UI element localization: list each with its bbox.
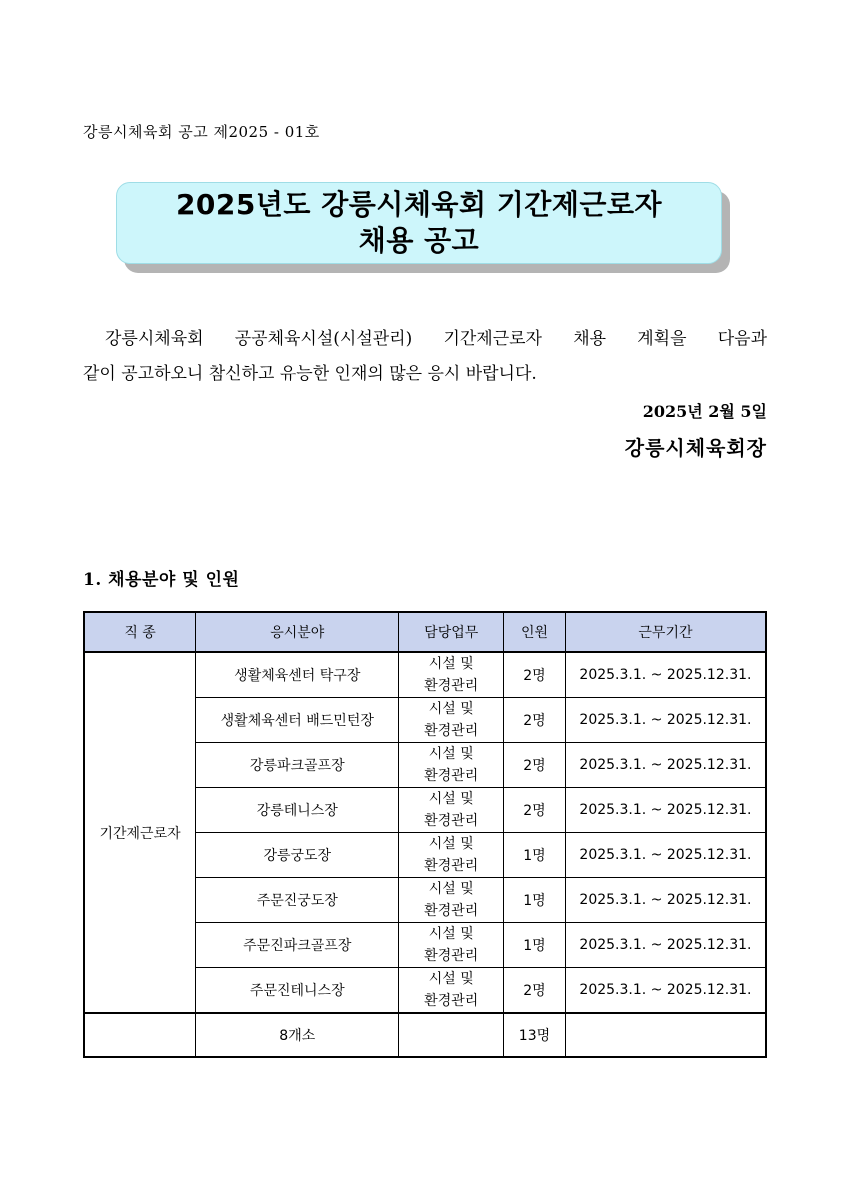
period-cell: 2025.3.1. ~ 2025.12.31. — [565, 698, 766, 743]
issuer-name: 강릉시체육회장 — [624, 436, 767, 460]
count-cell: 2명 — [504, 968, 566, 1014]
duty-cell — [399, 788, 504, 833]
field-cell: 생활체육센터 탁구장 — [196, 652, 399, 698]
table-row — [84, 652, 766, 698]
notice-date: 2025년 2월 5일 — [642, 402, 767, 421]
count-cell: 1명 — [504, 923, 566, 968]
total-period-cell — [565, 1013, 766, 1057]
count-cell: 1명 — [504, 878, 566, 923]
header-job-type: 직 종 — [84, 612, 196, 652]
field-cell: 주문진파크골프장 — [196, 923, 399, 968]
notice-number: 강릉시체육회 공고 제2025 - 01호 — [83, 123, 320, 141]
duty-cell — [399, 743, 504, 788]
total-field-cell: 8개소 — [196, 1013, 399, 1057]
duty-line-1: 시설 및 — [428, 746, 474, 762]
duty-line-2: 환경관리 — [424, 678, 479, 694]
field-cell: 강릉테니스장 — [196, 788, 399, 833]
period-cell: 2025.3.1. ~ 2025.12.31. — [565, 968, 766, 1014]
duty-line-1: 시설 및 — [428, 656, 474, 672]
title-box — [116, 182, 722, 264]
duty-line-1: 시설 및 — [428, 881, 474, 897]
title-line-1: 2025년도 강릉시체육회 기간제근로자 — [175, 188, 663, 221]
duty-cell — [399, 833, 504, 878]
period-cell: 2025.3.1. ~ 2025.12.31. — [565, 743, 766, 788]
period-cell: 2025.3.1. ~ 2025.12.31. — [565, 652, 766, 698]
field-cell: 주문진궁도장 — [196, 878, 399, 923]
header-duty: 담당업무 — [399, 612, 504, 652]
header-count: 인원 — [504, 612, 566, 652]
table-header-row — [84, 612, 766, 652]
duty-cell — [399, 923, 504, 968]
duty-line-2: 환경관리 — [424, 768, 479, 784]
total-count-cell: 13명 — [504, 1013, 566, 1057]
job-type-cell: 기간제근로자 — [84, 652, 196, 1013]
period-cell: 2025.3.1. ~ 2025.12.31. — [565, 788, 766, 833]
period-cell: 2025.3.1. ~ 2025.12.31. — [565, 878, 766, 923]
count-cell: 2명 — [504, 652, 566, 698]
duty-line-2: 환경관리 — [424, 993, 479, 1009]
field-cell: 강릉궁도장 — [196, 833, 399, 878]
duty-cell — [399, 698, 504, 743]
count-cell: 2명 — [504, 788, 566, 833]
duty-line-1: 시설 및 — [428, 701, 474, 717]
duty-line-2: 환경관리 — [424, 723, 479, 739]
title-line-2: 채용 공고 — [358, 224, 480, 257]
duty-line-1: 시설 및 — [428, 971, 474, 987]
header-field: 응시분야 — [196, 612, 399, 652]
intro-paragraph — [83, 322, 767, 392]
duty-cell — [399, 878, 504, 923]
count-cell: 2명 — [504, 698, 566, 743]
total-job-type-cell — [84, 1013, 196, 1057]
duty-line-2: 환경관리 — [424, 903, 479, 919]
duty-line-1: 시설 및 — [428, 926, 474, 942]
duty-cell — [399, 968, 504, 1014]
duty-line-2: 환경관리 — [424, 948, 479, 964]
period-cell: 2025.3.1. ~ 2025.12.31. — [565, 923, 766, 968]
duty-cell — [399, 652, 504, 698]
duty-line-2: 환경관리 — [424, 858, 479, 874]
field-cell: 강릉파크골프장 — [196, 743, 399, 788]
intro-line-1: 강릉시체육회 공공체육시설(시설관리) 기간제근로자 채용 계획을 다음과 — [105, 329, 767, 349]
period-cell: 2025.3.1. ~ 2025.12.31. — [565, 833, 766, 878]
intro-line-2: 같이 공고하오니 참신하고 유능한 인재의 많은 응시 바랍니다. — [83, 364, 537, 384]
recruitment-table — [83, 611, 767, 1058]
section-1-title: 1. 채용분야 및 인원 — [83, 570, 240, 590]
count-cell: 1명 — [504, 833, 566, 878]
total-duty-cell — [399, 1013, 504, 1057]
duty-line-2: 환경관리 — [424, 813, 479, 829]
field-cell: 생활체육센터 배드민턴장 — [196, 698, 399, 743]
duty-line-1: 시설 및 — [428, 836, 474, 852]
field-cell: 주문진테니스장 — [196, 968, 399, 1014]
table-total-row — [84, 1013, 766, 1057]
duty-line-1: 시설 및 — [428, 791, 474, 807]
count-cell: 2명 — [504, 743, 566, 788]
header-period: 근무기간 — [565, 612, 766, 652]
